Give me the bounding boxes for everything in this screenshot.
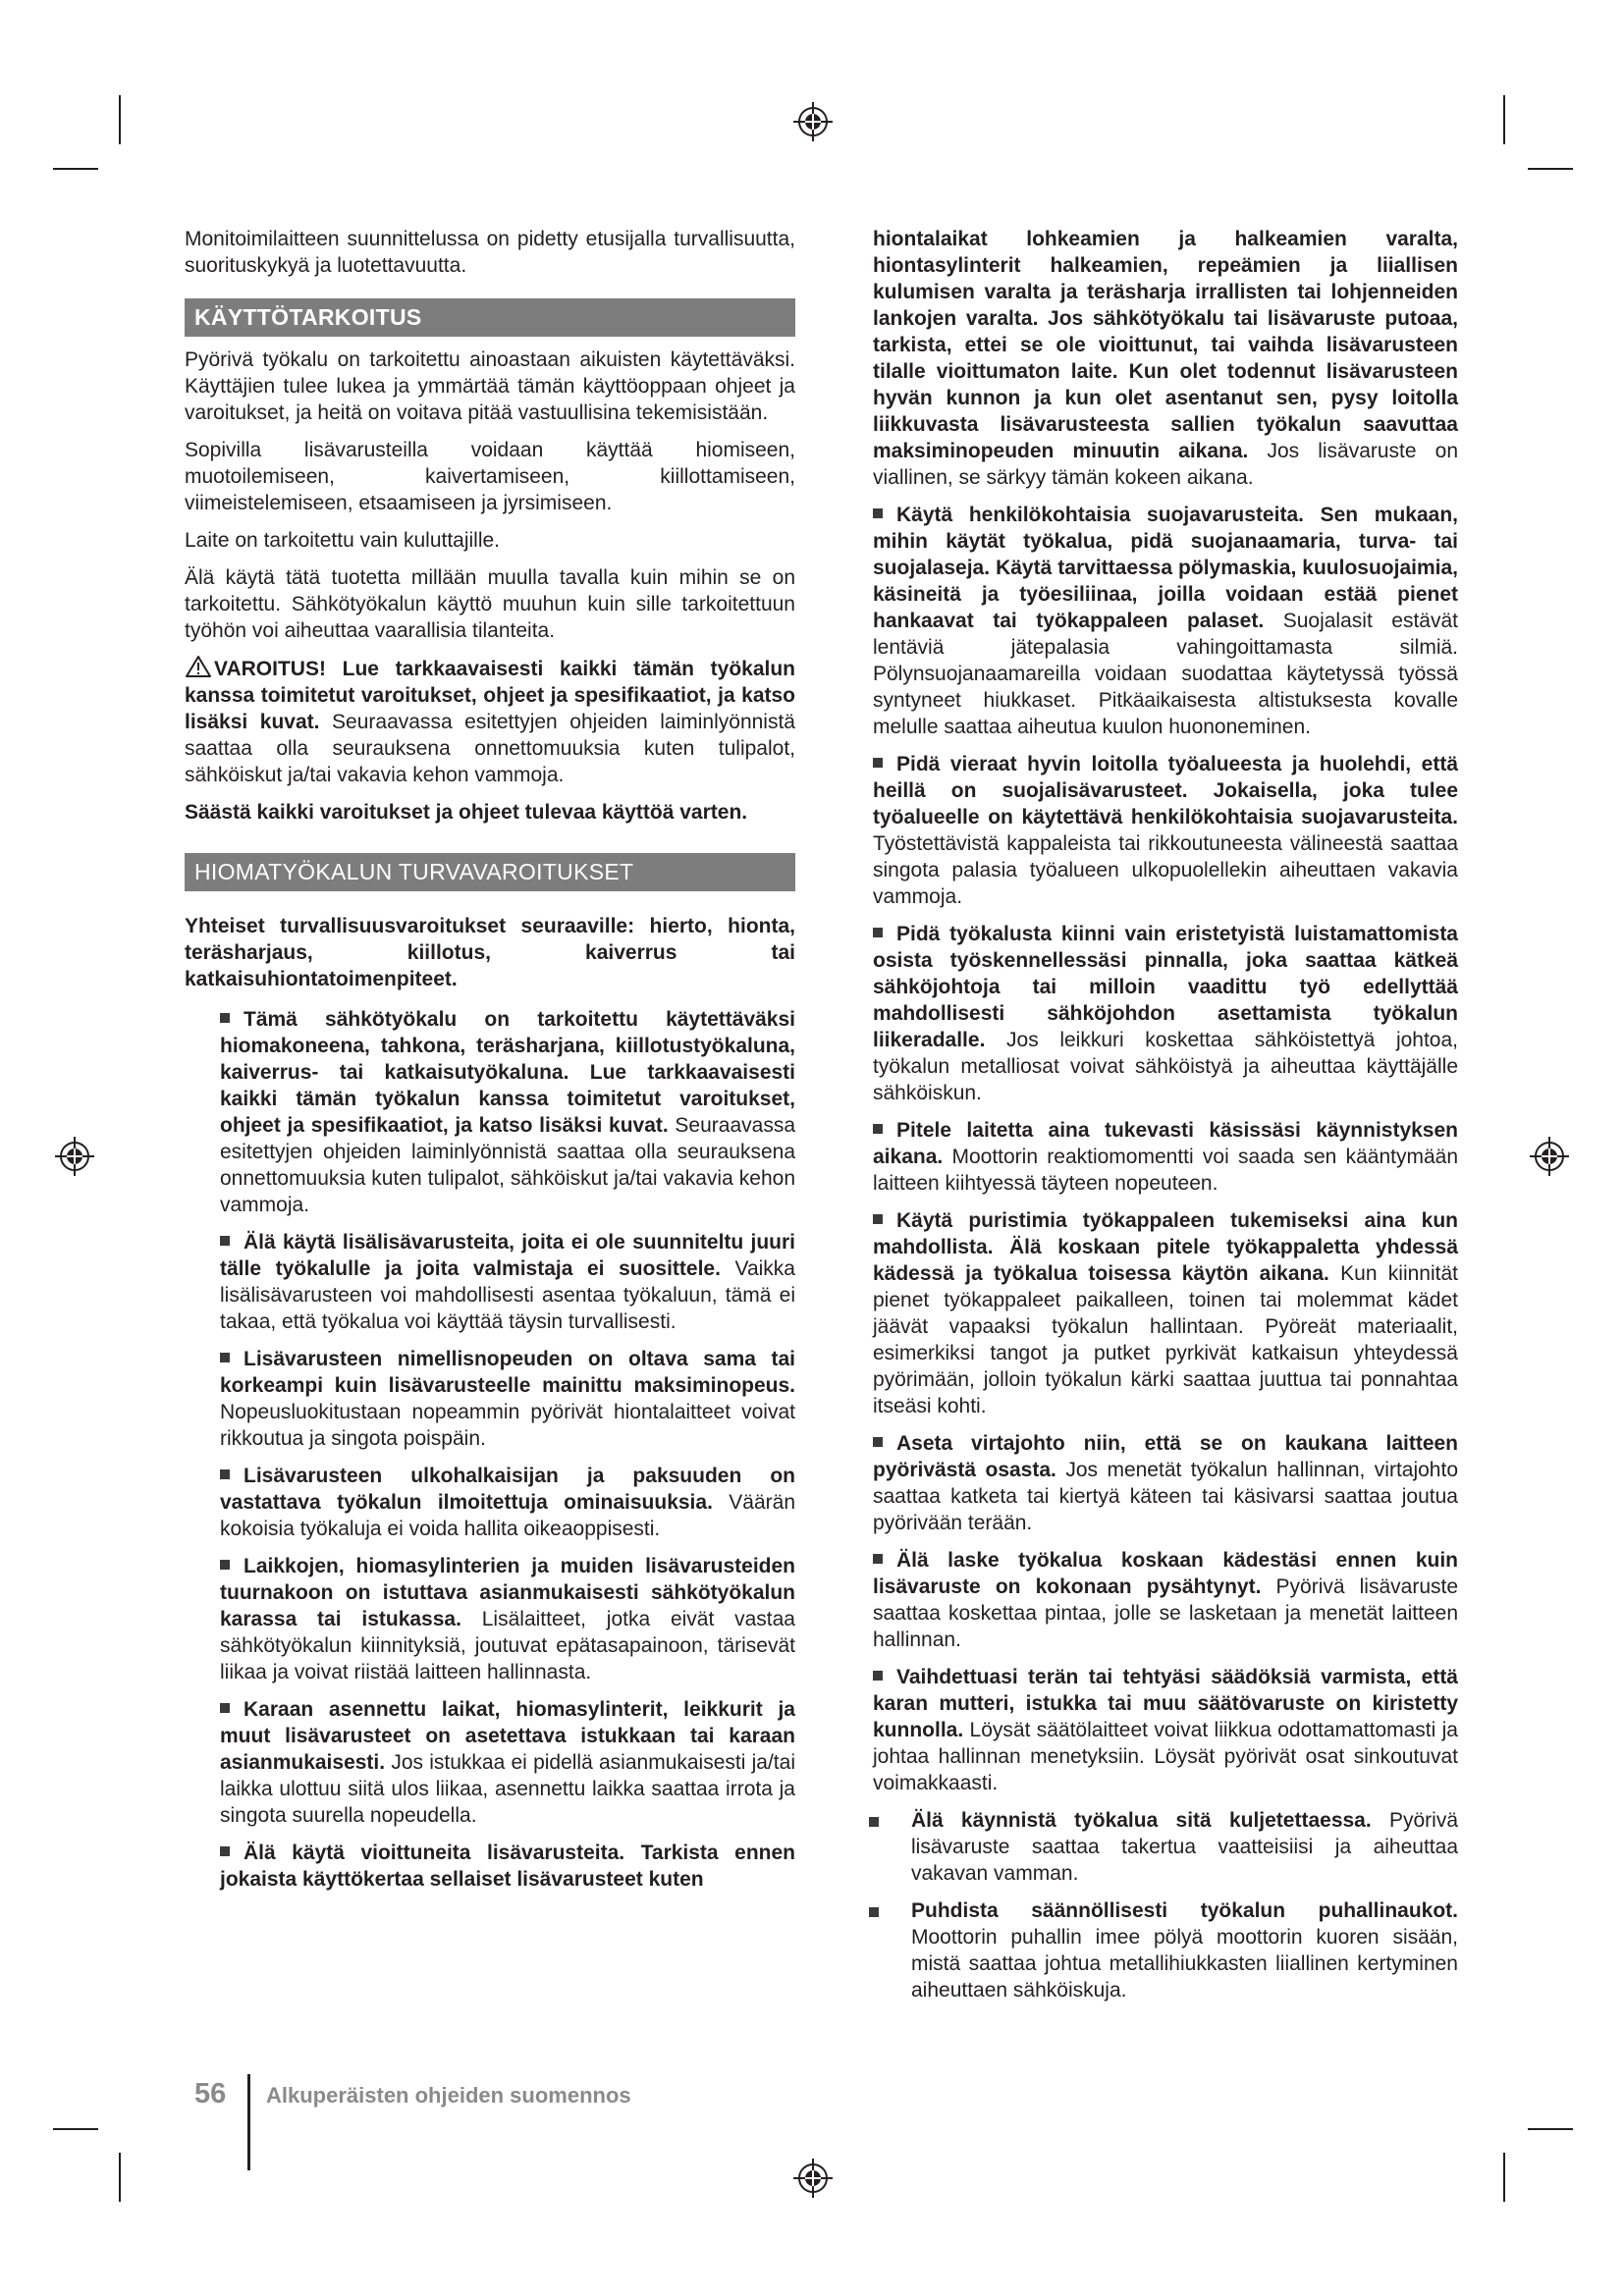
list-item	[220, 1346, 795, 1452]
list-item-bold: Aseta virtajohto niin, että se on kaukana laitteen pyörivästä osasta.	[873, 1432, 1458, 1481]
continued-text: Jos lisävaruste on viallinen, se särkyy tämän kokeen aikana.	[873, 440, 1458, 489]
crop-mark-bottom-right-h	[1528, 2128, 1573, 2130]
bullet-square-icon	[220, 1560, 230, 1570]
continued-paragraph	[873, 226, 1458, 491]
list-item	[873, 1664, 1458, 1796]
continued-bold: hiontalaikat lohkeamien ja halkeamien varalta, hiontasylinterit halkeamien, repeämien ja liiallisen kulumisen varalta ja teräsharja irrallisten tai lohjenneiden lankojen varalta. Jos sähkötyökalu tai lisävaruste putoaa, tarkista, ettei se ole vioittunut, tai vaihda lisävarusteen tilalle vioittumaton laite. Kun olet todennut lisävarusteen hyvän kunnon ja kun olet asentanut sen, pysy loitolla liikkuvasta lisävarusteesta sallien työkalun saavuttaa maksiminopeuden minuutin aikana.	[873, 228, 1458, 462]
bullet-square-icon	[869, 1817, 879, 1827]
list-item-text: Vaikka lisälisävarusteen voi mahdollisesti asentaa työkaluun, tämä ei takaa, että työkalua voi käyttää täysin turvallisesti.	[220, 1257, 795, 1333]
bullet-square-icon	[873, 1124, 883, 1134]
list-item-bold: Pidä työkalusta kiinni vain eristetyistä luistamattomista osista työskennellessäsi pinnalla, joka saattaa kätkeä sähköjohtoja tai milloin vaadittu työ edellyttää mahdollisesti sähköjohdon asettamista työkalun liikeradalle.	[873, 923, 1458, 1051]
list-item	[220, 1463, 795, 1542]
list-item	[873, 1897, 1458, 2003]
crop-mark-bottom-right-v	[1503, 2153, 1505, 2202]
list-item-bold: Älä laske työkalua koskaan kädestäsi ennen kuin lisävaruste on kokonaan pysähtynyt.	[873, 1549, 1458, 1598]
crop-mark-top-right-v	[1503, 95, 1505, 144]
list-item-text: Jos menetät työkalun hallinnan, virtajohto saattaa katketa tai kiertyä käteen tai käsivarsi saattaa joutua pyörivään terään.	[873, 1459, 1458, 1534]
list-item	[873, 1547, 1458, 1653]
list-item-bold: Käytä puristimia työkappaleen tukemiseksi aina kun mahdollista. Älä koskaan pitele työkappaletta yhdessä kädessä ja työkalua toisessa käytön aikana.	[873, 1209, 1458, 1285]
list-item-text: Moottorin puhallin imee pölyä moottorin kuoren sisään, mistä saattaa johtua metallihiukkasten liiallinen kertyminen aiheuttaen sähköiskuja.	[911, 1926, 1458, 2002]
registration-mark-bottom-icon	[791, 2157, 835, 2200]
bullet-square-icon	[220, 1353, 230, 1362]
crop-mark-bottom-left-h	[53, 2128, 98, 2130]
list-item-text: Väärän kokoisia työkaluja ei voida hallita oikeaoppisesti.	[220, 1491, 795, 1540]
bullet-square-icon	[220, 1013, 230, 1023]
save-instructions-text: Säästä kaikki varoitukset ja ohjeet tulevaa käyttöä varten.	[185, 801, 748, 824]
list-item-text: Löysät säätölaitteet voivat liikkua odottamattomasti ja johtaa hallinnan menetyksiin. Löysät pyörivät osat sinkoutuvat voimakkaasti.	[873, 1719, 1458, 1794]
list-item	[220, 1229, 795, 1335]
bullet-square-icon	[873, 928, 883, 937]
list-item	[873, 921, 1458, 1106]
list-item-text: Moottorin reaktiomomentti voi saada sen kääntymään laitteen kiihtyessä täyteen nopeuteen.	[873, 1146, 1459, 1195]
right-bullet-list	[873, 502, 1458, 2003]
safety-lead	[185, 913, 795, 992]
list-item	[873, 502, 1458, 740]
list-item-bold: Laikkojen, hiomasylinterien ja muiden lisävarusteiden tuurnakoon on istuttava asianmukaisesti sähkötyökalun karassa tai istukassa.	[220, 1555, 795, 1630]
intended-use-paragraph-3: Laite on tarkoitettu vain kuluttajille.	[185, 529, 501, 552]
list-item-bold: Käytä henkilökohtaisia suojavarusteita. Sen mukaan, mihin käytät työkalua, pidä suojanaamaria, turva- tai suojalaseja. Käytä tarvittaessa pölymaskia, kuulosuojaimia, käsineitä ja työesiliinaa, joilla voidaan estää pienet hankaavat tai työkappaleen palaset.	[873, 504, 1458, 632]
list-item	[873, 1807, 1458, 1887]
save-instructions	[185, 799, 795, 826]
list-item	[873, 751, 1458, 910]
right-column	[873, 226, 1458, 2014]
left-bullet-list	[220, 1006, 795, 1893]
list-item-text: Kun kiinnität pienet työkappaleet paikalleen, toinen tai molemmat kädet jäävät vapaaksi työkalun hallintaan. Pyöreät materiaalit, esimerkiksi tangot ja putket pyrkivät katkaisun yhteydessä pyörimään, jolloin työkalun kärki saattaa juuttua tai ponnahtaa itseäsi kohti.	[873, 1262, 1458, 1417]
list-item-text: Työstettävistä kappaleista tai rikkoutuneesta välineestä saattaa singota palasia työalueen ulkopuolellekin aiheuttaen vakavia vammoja.	[873, 832, 1458, 908]
list-item-text: Nopeusluokitustaan nopeammin pyörivät hiontalaitteet voivat rikkoutua ja singota poispäin.	[220, 1401, 795, 1450]
crop-mark-bottom-left-v	[119, 2153, 121, 2202]
intended-use-paragraph-2: Sopivilla lisävarusteilla voidaan käyttää hiomiseen, muotoilemiseen, kaivertamiseen, kiillottamiseen, viimeistelemiseen, etsaamiseen ja jyrsimiseen.	[185, 439, 795, 514]
page-number: 56	[194, 2078, 227, 2109]
bullet-square-icon	[873, 1437, 883, 1447]
list-item-text: Pyörivä lisävaruste saattaa takertua vaatteisiisi ja aiheuttaa vakavan vamman.	[911, 1809, 1458, 1885]
section-heading-safety-warnings: HIOMATYÖKALUN TURVAVAROITUKSET	[185, 853, 795, 891]
list-item	[873, 1117, 1458, 1197]
bullet-square-icon	[873, 1554, 883, 1564]
bullet-square-icon	[220, 1469, 230, 1479]
list-item-bold: Pidä vieraat hyvin loitolla työalueesta ja huolehdi, että heillä on suojalisävarusteet. Jokaisella, joka tulee työalueelle on käytettävä henkilökohtaisia suojavarusteita.	[873, 753, 1458, 828]
list-item	[220, 1840, 795, 1893]
bullet-square-icon	[220, 1236, 230, 1246]
bullet-square-icon	[869, 1907, 879, 1917]
registration-mark-top-icon	[791, 100, 835, 143]
list-item	[873, 1430, 1458, 1536]
list-item-text: Jos leikkuri koskettaa sähköistettyä johtoa, työkalun metalliosat voivat sähköistyä ja aiheuttaa käyttäjälle sähköiskun.	[873, 1029, 1458, 1104]
crop-mark-top-left-h	[53, 168, 98, 170]
section-heading-intended-use: KÄYTTÖTARKOITUS	[185, 298, 795, 337]
list-item	[220, 1553, 795, 1685]
crop-mark-top-left-v	[119, 95, 121, 144]
intro-paragraph: Monitoimilaitteen suunnittelussa on pidetty etusijalla turvallisuutta, suorituskykyä ja luotettavuutta.	[185, 228, 795, 277]
list-item-text: Seuraavassa esitettyjen ohjeiden laiminlyönnistä saattaa olla seurauksena onnettomuuksia kuten tulipalot, sähköiskut ja/tai vakavia kehon vammoja.	[220, 1114, 795, 1216]
bullet-square-icon	[873, 508, 883, 518]
footer-caption: Alkuperäisten ohjeiden suomennos	[266, 2083, 631, 2108]
list-item-text: Pyörivä lisävaruste saattaa koskettaa pintaa, jolle se lasketaan ja menetät laitteen hallinnan.	[873, 1575, 1459, 1651]
list-item-bold: Vaihdettuasi terän tai tehtyäsi säädöksiä varmista, että karan mutteri, istukka tai muu säätövaruste on kiristetty kunnolla.	[873, 1666, 1458, 1741]
warning-paragraph	[185, 655, 795, 788]
list-item-text: Jos istukkaa ei pidellä asianmukaisesti ja/tai laikka ulottuu siitä ulos liikaa, asennettu laikka saattaa irrota ja singota suurella nopeudella.	[220, 1751, 795, 1827]
list-item-bold: Karaan asennettu laikat, hiomasylinterit, leikkurit ja muut lisävarusteet on asetettava istukkaan tai karaan asianmukaisesti.	[220, 1698, 795, 1774]
crop-mark-top-right-h	[1528, 168, 1573, 170]
list-item-bold: Tämä sähkötyökalu on tarkoitettu käytettäväksi hiomakoneena, tahkona, teräsharjana, kiillotustyökaluna, kaiverrus- tai katkaisutyökaluna. Lue tarkkaavaisesti kaikki tämän työkalun kanssa toimitetut varoitukset, ohjeet ja spesifikaatiot, ja katso lisäksi kuvat.	[220, 1008, 795, 1137]
warning-body-text: Seuraavassa esitettyjen ohjeiden laiminlyönnistä saattaa olla seurauksena onnettomuuksia kuten tulipalot, sähköiskut ja/tai vakavia kehon vammoja.	[185, 711, 795, 786]
list-item-bold: Pitele laitetta aina tukevasti käsissäsi käynnistyksen aikana.	[873, 1119, 1458, 1168]
intended-use-paragraph-1: Pyörivä työkalu on tarkoitettu ainoastaan aikuisten käytettäväksi. Käyttäjien tulee lukea ja ymmärtää tämän käyttöoppaan ohjeet ja varoitukset, ja heitä on voitava pitää vastuullisina tekemisistään.	[185, 348, 795, 424]
list-item-text: Suojalasit estävät lentäviä jätepalasia vahingoittamasta silmiä. Pölynsuojanaamareilla voidaan suodattaa käytetyssä työssä syntyneet hiukkaset. Pitkäaikaisesta altistuksesta kovalle melulle saattaa aiheutua kuulon huononeminen.	[873, 610, 1458, 738]
list-item-bold: Lisävarusteen nimellisnopeuden on oltava sama tai korkeampi kuin lisävarusteelle mainittu maksiminopeus.	[220, 1348, 795, 1397]
safety-lead-text: Yhteiset turvallisuusvaroitukset seuraaville: hierto, hionta, teräsharjaus, kiillotus, kaiverrus tai katkaisuhiontatoimenpiteet.	[185, 915, 795, 990]
list-item-bold: Älä käytä lisälisävarusteita, joita ei ole suunniteltu juuri tälle työkalulle ja joita valmistaja ei suosittele.	[220, 1231, 795, 1280]
bullet-square-icon	[873, 758, 883, 768]
bullet-square-icon	[873, 1671, 883, 1681]
list-item-bold: Puhdista säännöllisesti työkalun puhallinaukot.	[911, 1899, 1458, 1922]
list-item	[220, 1696, 795, 1829]
bullet-square-icon	[220, 1846, 230, 1856]
list-item	[220, 1006, 795, 1218]
warning-triangle-icon	[185, 655, 212, 678]
list-item-bold: Älä käytä vioittuneita lisävarusteita. Tarkista ennen jokaista käyttökertaa sellaiset lisävarusteet kuten	[220, 1842, 795, 1891]
left-column	[185, 226, 795, 1903]
bullet-square-icon	[220, 1703, 230, 1713]
intended-use-paragraph-4: Älä käytä tätä tuotetta millään muulla tavalla kuin mihin se on tarkoitettu. Sähkötyökalun käyttö muuhun kuin sille tarkoitettuun työhön voi aiheuttaa vaarallisia tilanteita.	[185, 566, 795, 642]
registration-mark-left-icon	[53, 1135, 96, 1178]
list-item-bold: Älä käynnistä työkalua sitä kuljetettaessa.	[911, 1809, 1372, 1832]
bullet-square-icon	[873, 1214, 883, 1224]
footer-divider	[247, 2074, 250, 2170]
warning-bold-text: VAROITUS! Lue tarkkaavaisesti kaikki tämän työkalun kanssa toimitetut varoitukset, ohjeet ja spesifikaatiot, ja katso lisäksi kuvat.	[185, 658, 795, 733]
list-item-text: Lisälaitteet, jotka eivät vastaa sähkötyökalun kiinnityksiä, joutuvat epätasapainoon, tärisevät liikaa ja voivat riistää laitteen hallinnasta.	[220, 1608, 795, 1683]
list-item	[873, 1207, 1458, 1419]
registration-mark-right-icon	[1528, 1135, 1571, 1178]
list-item-bold: Lisävarusteen ulkohalkaisijan ja paksuuden on vastattava työkalun ilmoitettuja ominaisuuksia.	[220, 1465, 795, 1514]
